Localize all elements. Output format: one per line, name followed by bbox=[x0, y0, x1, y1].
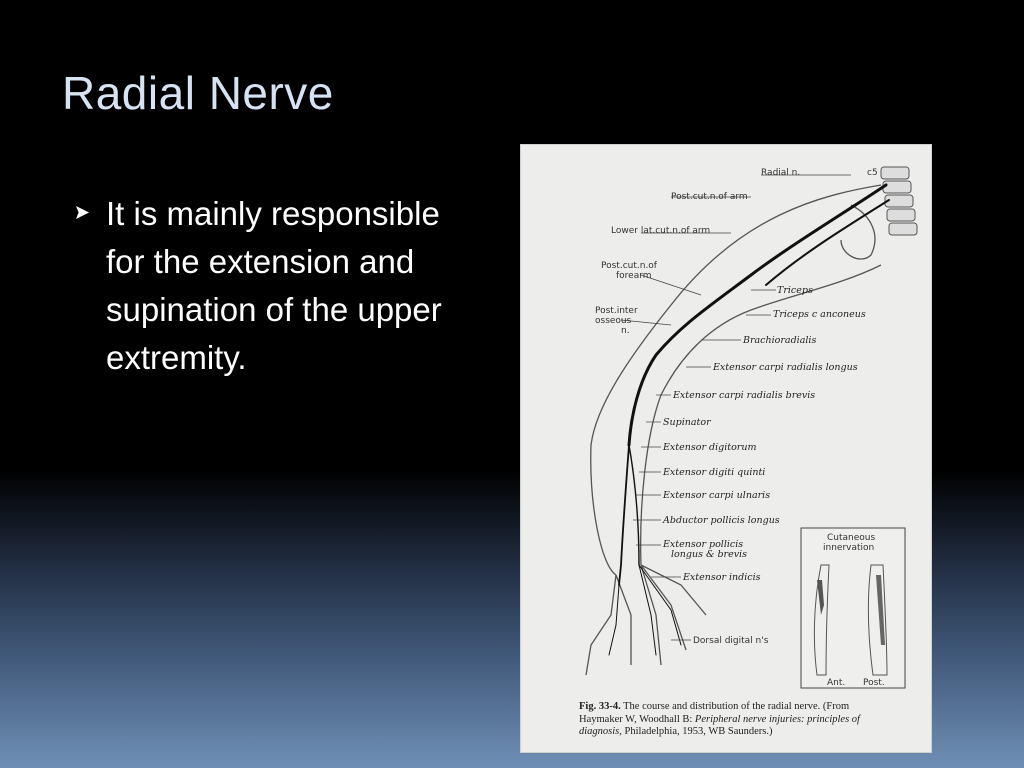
radial-nerve-figure bbox=[521, 145, 931, 752]
label-post-inter: Post.inter bbox=[595, 306, 638, 316]
label-lower-lat-cut: Lower lat.cut.n.of arm bbox=[611, 226, 711, 236]
label-ext-digitorum: Extensor digitorum bbox=[663, 442, 757, 453]
arm-diagram bbox=[521, 145, 931, 752]
inset-post-label: Post. bbox=[863, 678, 885, 688]
label-abd-pollicis-longus: Abductor pollicis longus bbox=[663, 515, 780, 526]
label-supinator: Supinator bbox=[663, 417, 711, 428]
label-post-inter-2: osseous bbox=[595, 316, 632, 326]
label-ext-digiti-quinti: Extensor digiti quinti bbox=[663, 467, 766, 478]
caption-line-3b: Philadelphia, 1953, WB Saunders.) bbox=[624, 726, 773, 737]
bullet-text: It is mainly responsible for the extension and supination of the upper extremity. bbox=[106, 195, 442, 376]
label-dorsal-digital: Dorsal digital n's bbox=[693, 636, 769, 646]
bullet-arrow-icon bbox=[76, 206, 89, 219]
label-ecr-longus: Extensor carpi radialis longus bbox=[713, 362, 858, 373]
inset-ant-label: Ant. bbox=[827, 678, 846, 688]
label-ext-indicis: Extensor indicis bbox=[683, 572, 761, 583]
bullet-list bbox=[62, 190, 472, 382]
label-triceps-anconeus: Triceps c anconeus bbox=[773, 309, 866, 320]
caption-line-1: The course and distribution of the radial nerve. (From bbox=[623, 701, 850, 712]
label-ext-pollicis: Extensor pollicis bbox=[663, 539, 744, 550]
label-post-inter-3: n. bbox=[621, 326, 630, 336]
label-post-cut-forearm-2: forearm bbox=[616, 271, 652, 281]
label-ext-carpi-ulnaris: Extensor carpi ulnaris bbox=[663, 490, 771, 501]
figure-caption bbox=[579, 701, 919, 739]
caption-fig-no: Fig. 33-4. bbox=[579, 701, 621, 712]
caption-line-2b: Peripheral nerve injuries: principles of bbox=[694, 713, 860, 725]
inset-title: Cutaneous bbox=[827, 533, 876, 543]
label-c5: c5 bbox=[867, 168, 878, 178]
cutaneous-innervation-inset bbox=[801, 528, 905, 688]
bullet-item bbox=[62, 190, 472, 382]
label-triceps: Triceps bbox=[777, 285, 813, 296]
label-post-cut-forearm: Post.cut.n.of bbox=[601, 261, 657, 271]
caption-line-2a: Haymaker W, Woodhall B: bbox=[579, 713, 693, 725]
label-ext-pollicis-2: longus & brevis bbox=[671, 549, 747, 560]
label-ecr-brevis: Extensor carpi radialis brevis bbox=[673, 390, 816, 401]
slide-title: Radial Nerve bbox=[62, 67, 334, 119]
label-post-cut-arm: Post.cut.n.of arm bbox=[671, 192, 748, 202]
caption-line-3a: diagnosis, bbox=[579, 726, 622, 737]
label-brachioradialis: Brachioradialis bbox=[743, 335, 817, 346]
label-radial-n: Radial n. bbox=[761, 168, 801, 178]
inset-title-2: innervation bbox=[823, 543, 875, 553]
